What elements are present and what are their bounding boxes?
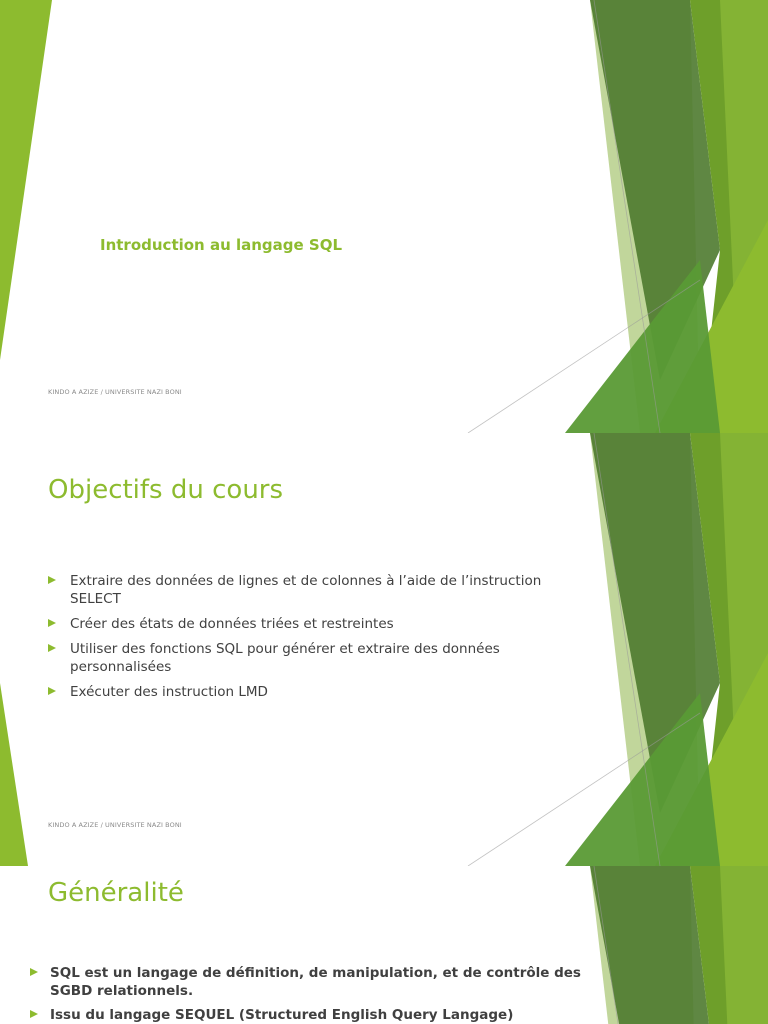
bullet-arrow-icon [48,644,56,652]
slide-heading: Généralité [48,878,184,908]
slide-heading: Objectifs du cours [48,475,284,505]
list-item: Exécuter des instruction LMD [48,683,578,701]
slide-generality [0,866,768,1024]
bullet-arrow-icon [30,1010,38,1018]
decorative-facets [0,0,768,433]
list-item: Créer des états de données triées et restreintes [48,615,578,633]
left-accent-shape [0,0,52,360]
list-item: SQL est un langage de définition, de manipulation, et de contrôle des SGBD relationnels. [28,964,588,1000]
bullet-arrow-icon [48,687,56,695]
list-item: Utiliser des fonctions SQL pour générer et extraire des données personnalisées [48,640,578,676]
list-item: Issu du langage SEQUEL (Structured English Query Langage) [28,1006,588,1024]
bullet-arrow-icon [48,576,56,584]
bullet-arrow-icon [48,619,56,627]
slide-footer: KINDO A AZIZE / UNIVERSITE NAZI BONI [48,821,182,829]
slide-objectives [0,433,768,866]
left-accent-shape [0,683,28,866]
slide-title [0,0,768,433]
objectives-list [48,572,578,708]
bullet-arrow-icon [30,968,38,976]
generality-list [28,964,588,1024]
list-item: Extraire des données de lignes et de colonnes à l’aide de l’instruction SELECT [48,572,578,608]
presentation-title: Introduction au langage SQL [100,236,343,254]
slide-footer: KINDO A AZIZE / UNIVERSITE NAZI BONI [48,388,182,396]
